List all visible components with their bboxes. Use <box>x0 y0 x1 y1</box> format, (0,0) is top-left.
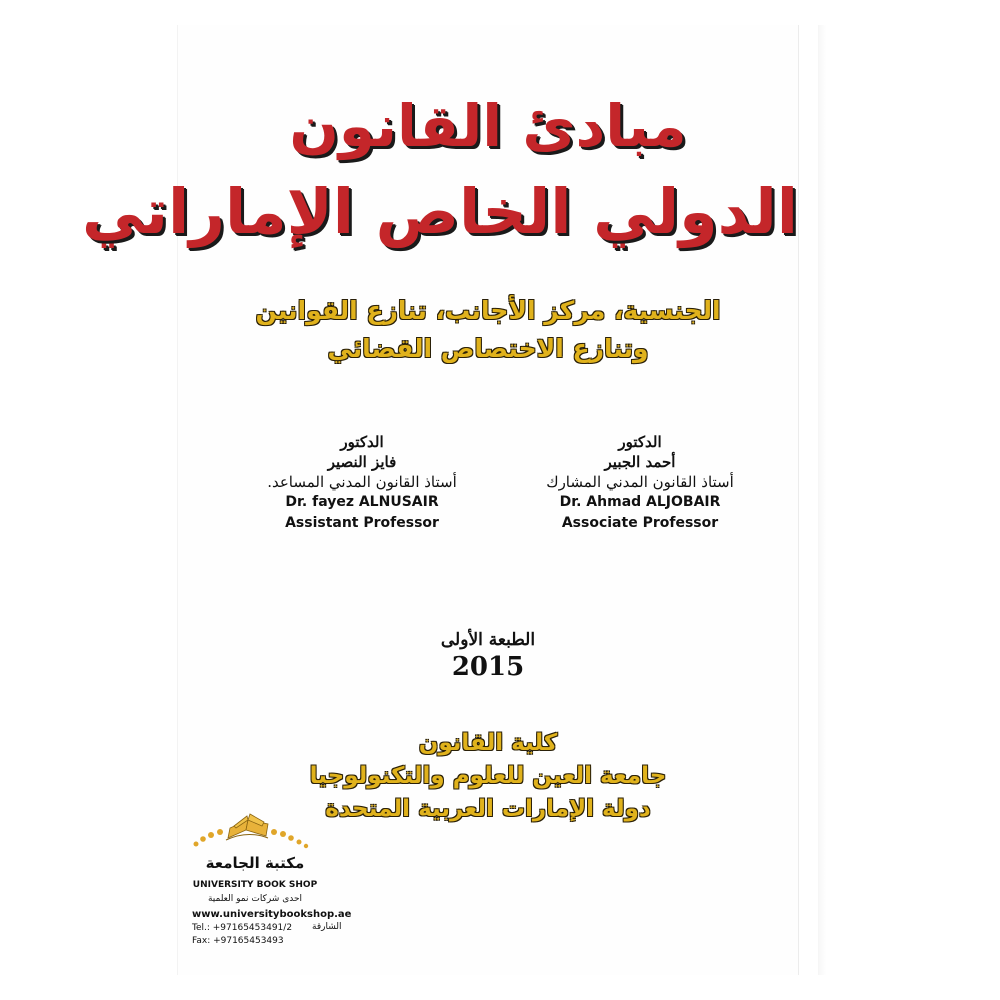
edition-label: الطبعة الأولى <box>440 630 536 650</box>
institution-line-2: جامعة العين للعلوم والتكنولوجيا <box>309 763 667 789</box>
publisher-subtitle-ar: احدى شركات نمو العلمية <box>207 894 303 904</box>
author-2-name-en: Dr. fayez ALNUSAIR <box>285 494 439 510</box>
subtitle-line-1: الجنسية، مركز الأجانب، تنازع القوانين <box>255 296 721 325</box>
publisher-name-en: UNIVERSITY BOOK SHOP <box>192 880 318 890</box>
author-2-position-en: Assistant Professor <box>285 515 439 531</box>
edition-year: 2015 <box>451 652 525 682</box>
title-line-1: مبادئ القانون <box>289 92 687 160</box>
publisher-tel: Tel.: +97165453491/2 <box>192 923 293 933</box>
author-2-position-ar: أستاذ القانون المدني المساعد. <box>267 473 457 491</box>
title-line-2: الدولي الخاص الإماراتي <box>82 175 798 248</box>
author-1-title: الدكتور <box>618 433 662 451</box>
open-book-dots-icon <box>190 808 315 858</box>
author-2-block <box>232 432 492 534</box>
publisher-logo-block <box>190 808 360 968</box>
author-2-name-ar: فايز النصير <box>327 453 397 471</box>
page-edge <box>818 25 826 975</box>
publisher-fax: Fax: +97165453493 <box>192 936 284 946</box>
institution-line-1: كلية القانون <box>418 730 558 756</box>
author-1-name-ar: أحمد الجبير <box>604 453 676 471</box>
author-2-title: الدكتور <box>340 433 384 451</box>
author-1-name-en: Dr. Ahmad ALJOBAIR <box>559 494 721 510</box>
author-1-block <box>510 432 770 534</box>
subtitle-line-2: وتنازع الاختصاص القضائي <box>327 334 649 363</box>
author-1-position-ar: أستاذ القانون المدني المشارك <box>546 473 734 491</box>
publisher-city-ar: الشارقة <box>312 922 342 932</box>
publisher-url: www.universitybookshop.ae <box>192 909 352 920</box>
author-1-position-en: Associate Professor <box>561 515 719 531</box>
publisher-name-ar: مكتبة الجامعة <box>205 854 305 872</box>
institution-line-3: دولة الإمارات العربية المتحدة <box>325 796 651 822</box>
